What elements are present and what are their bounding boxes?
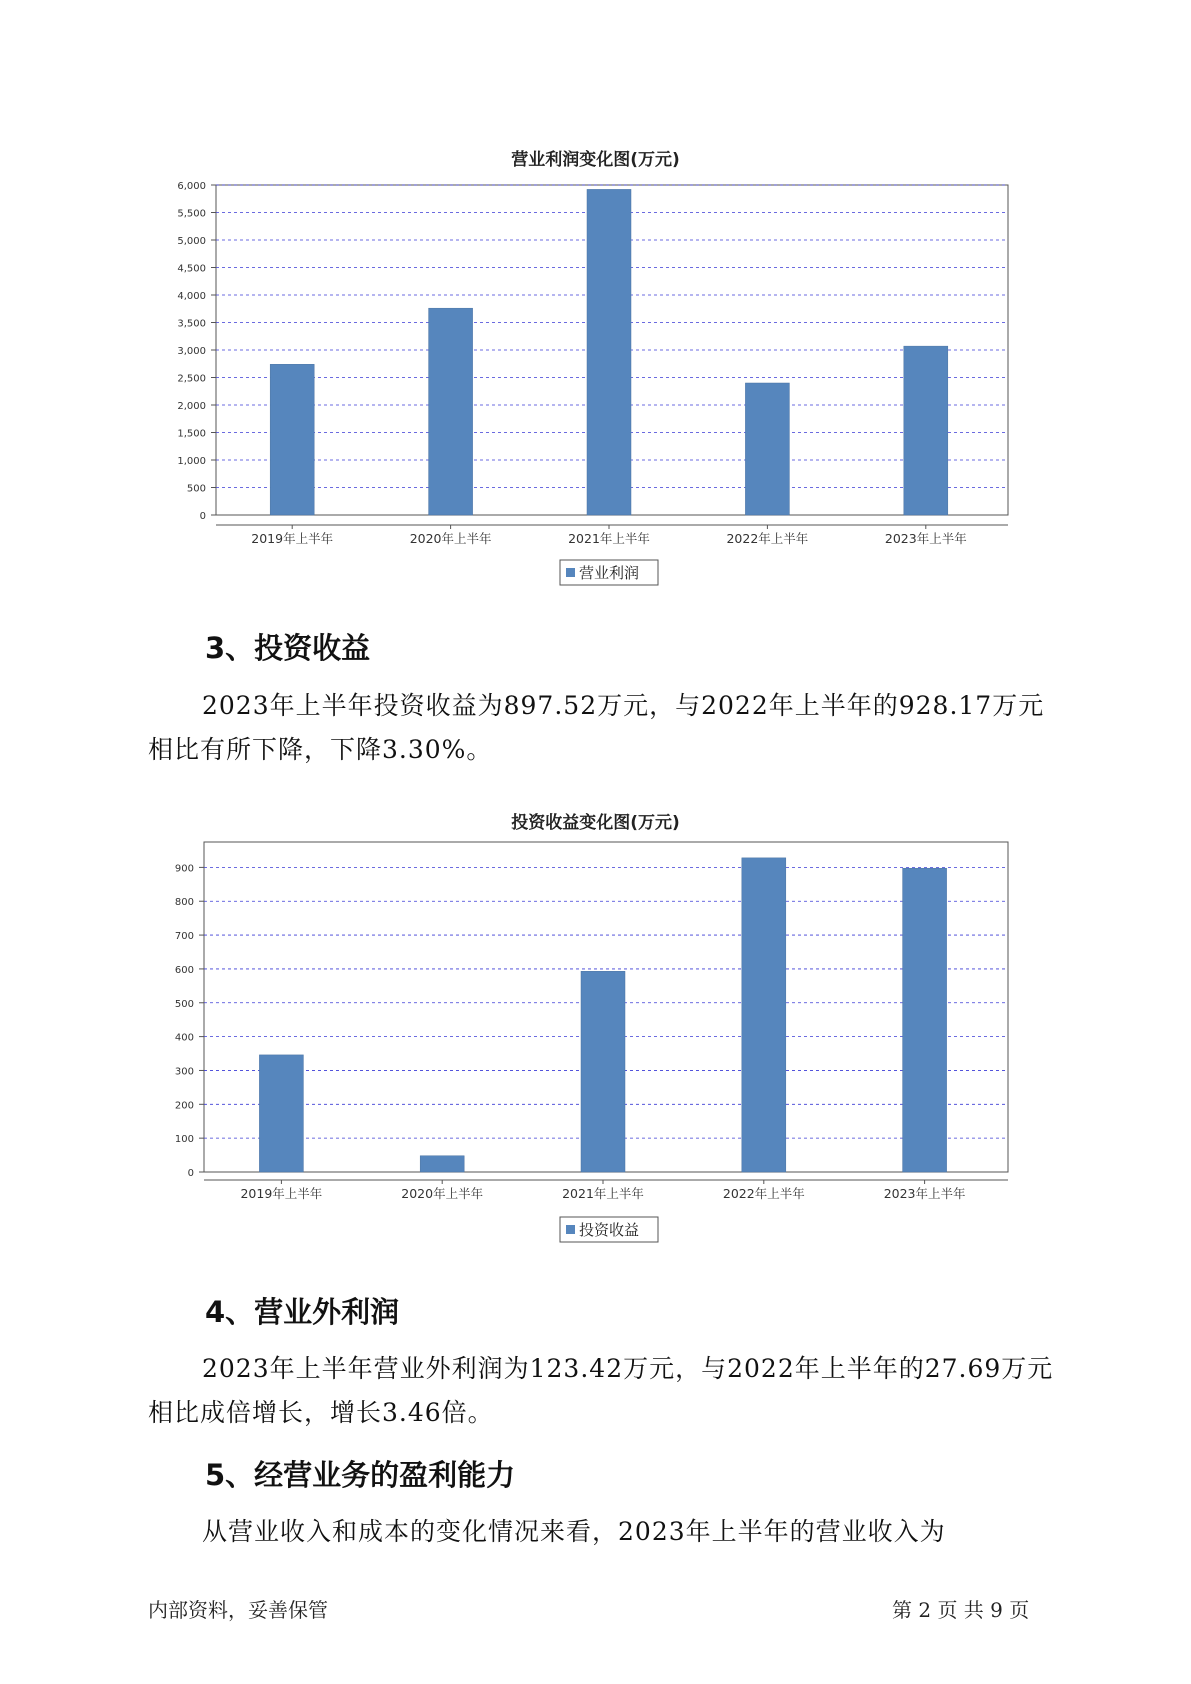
x-tick-label: 2020年上半年 <box>401 1186 484 1201</box>
operating-profit-chart <box>0 170 1191 590</box>
y-tick-label: 1,000 <box>177 456 206 467</box>
x-tick-label: 2022年上半年 <box>722 1186 805 1201</box>
x-tick-label: 2023年上半年 <box>883 1186 966 1201</box>
heading-profitability: 5、经营业务的盈利能力 <box>205 1458 516 1492</box>
y-tick-label: 3,500 <box>177 318 206 330</box>
y-tick-label: 100 <box>174 1134 194 1146</box>
bar <box>745 383 789 515</box>
bar <box>742 858 786 1172</box>
bar <box>429 308 473 515</box>
y-tick-label: 0 <box>187 1168 194 1179</box>
heading-investment-income: 3、投资收益 <box>205 631 371 665</box>
investment-income-chart <box>0 834 1191 1254</box>
y-tick-label: 500 <box>174 998 194 1010</box>
y-tick-label: 3,000 <box>177 346 206 357</box>
chart-title-operating-profit: 营业利润变化图(万元) <box>511 150 680 170</box>
heading-non-operating-profit: 4、营业外利润 <box>205 1295 400 1329</box>
legend-swatch <box>566 568 575 577</box>
y-tick-label: 900 <box>174 863 194 875</box>
y-tick-label: 5,000 <box>177 236 206 247</box>
footer-confidential-note: 内部资料，妥善保管 <box>148 1598 328 1622</box>
y-tick-label: 2,500 <box>177 373 206 385</box>
y-tick-label: 600 <box>174 964 194 976</box>
bar <box>903 868 947 1172</box>
y-tick-label: 1,500 <box>177 428 206 440</box>
paragraph-line: 2023年上半年投资收益为897.52万元，与2022年上半年的928.17万元 <box>202 691 1045 720</box>
x-tick-label: 2019年上半年 <box>240 1186 323 1201</box>
legend-swatch <box>566 1225 575 1234</box>
y-tick-label: 300 <box>174 1066 194 1078</box>
bar <box>904 346 948 515</box>
bar <box>420 1156 464 1172</box>
y-tick-label: 500 <box>186 483 206 495</box>
x-tick-label: 2021年上半年 <box>568 531 650 546</box>
legend-label: 投资收益 <box>579 1221 640 1239</box>
x-tick-label: 2023年上半年 <box>884 531 967 546</box>
paragraph-non-operating-profit <box>148 1347 1068 1435</box>
x-tick-label: 2020年上半年 <box>409 531 492 546</box>
bar <box>270 364 314 515</box>
y-tick-label: 4,000 <box>177 291 206 302</box>
x-tick-label: 2022年上半年 <box>726 531 809 546</box>
y-tick-label: 0 <box>199 511 206 522</box>
bar <box>587 189 631 515</box>
y-tick-label: 400 <box>174 1032 194 1044</box>
chart-title-investment-income: 投资收益变化图(万元) <box>511 813 680 833</box>
paragraph-profitability <box>148 1510 1068 1554</box>
paragraph-investment-income <box>148 684 1068 772</box>
y-tick-label: 800 <box>174 897 194 909</box>
paragraph-line: 2023年上半年营业外利润为123.42万元，与2022年上半年的27.69万元 <box>202 1354 1054 1383</box>
y-tick-label: 2,000 <box>177 401 206 412</box>
legend-label: 营业利润 <box>579 564 640 582</box>
paragraph-line: 相比成倍增长，增长3.46倍。 <box>148 1398 494 1427</box>
y-tick-label: 4,500 <box>177 263 206 275</box>
footer-page-number: 第 2 页 共 9 页 <box>892 1598 1030 1622</box>
y-tick-label: 200 <box>174 1100 194 1112</box>
paragraph-line: 从营业收入和成本的变化情况来看，2023年上半年的营业收入为 <box>202 1517 946 1546</box>
paragraph-line: 相比有所下降，下降3.30%。 <box>148 735 493 764</box>
x-tick-label: 2019年上半年 <box>251 531 334 546</box>
bar <box>259 1055 303 1172</box>
y-tick-label: 700 <box>174 931 194 943</box>
bar <box>581 971 625 1172</box>
y-tick-label: 6,000 <box>177 181 206 192</box>
y-tick-label: 5,500 <box>177 208 206 220</box>
x-tick-label: 2021年上半年 <box>562 1186 644 1201</box>
